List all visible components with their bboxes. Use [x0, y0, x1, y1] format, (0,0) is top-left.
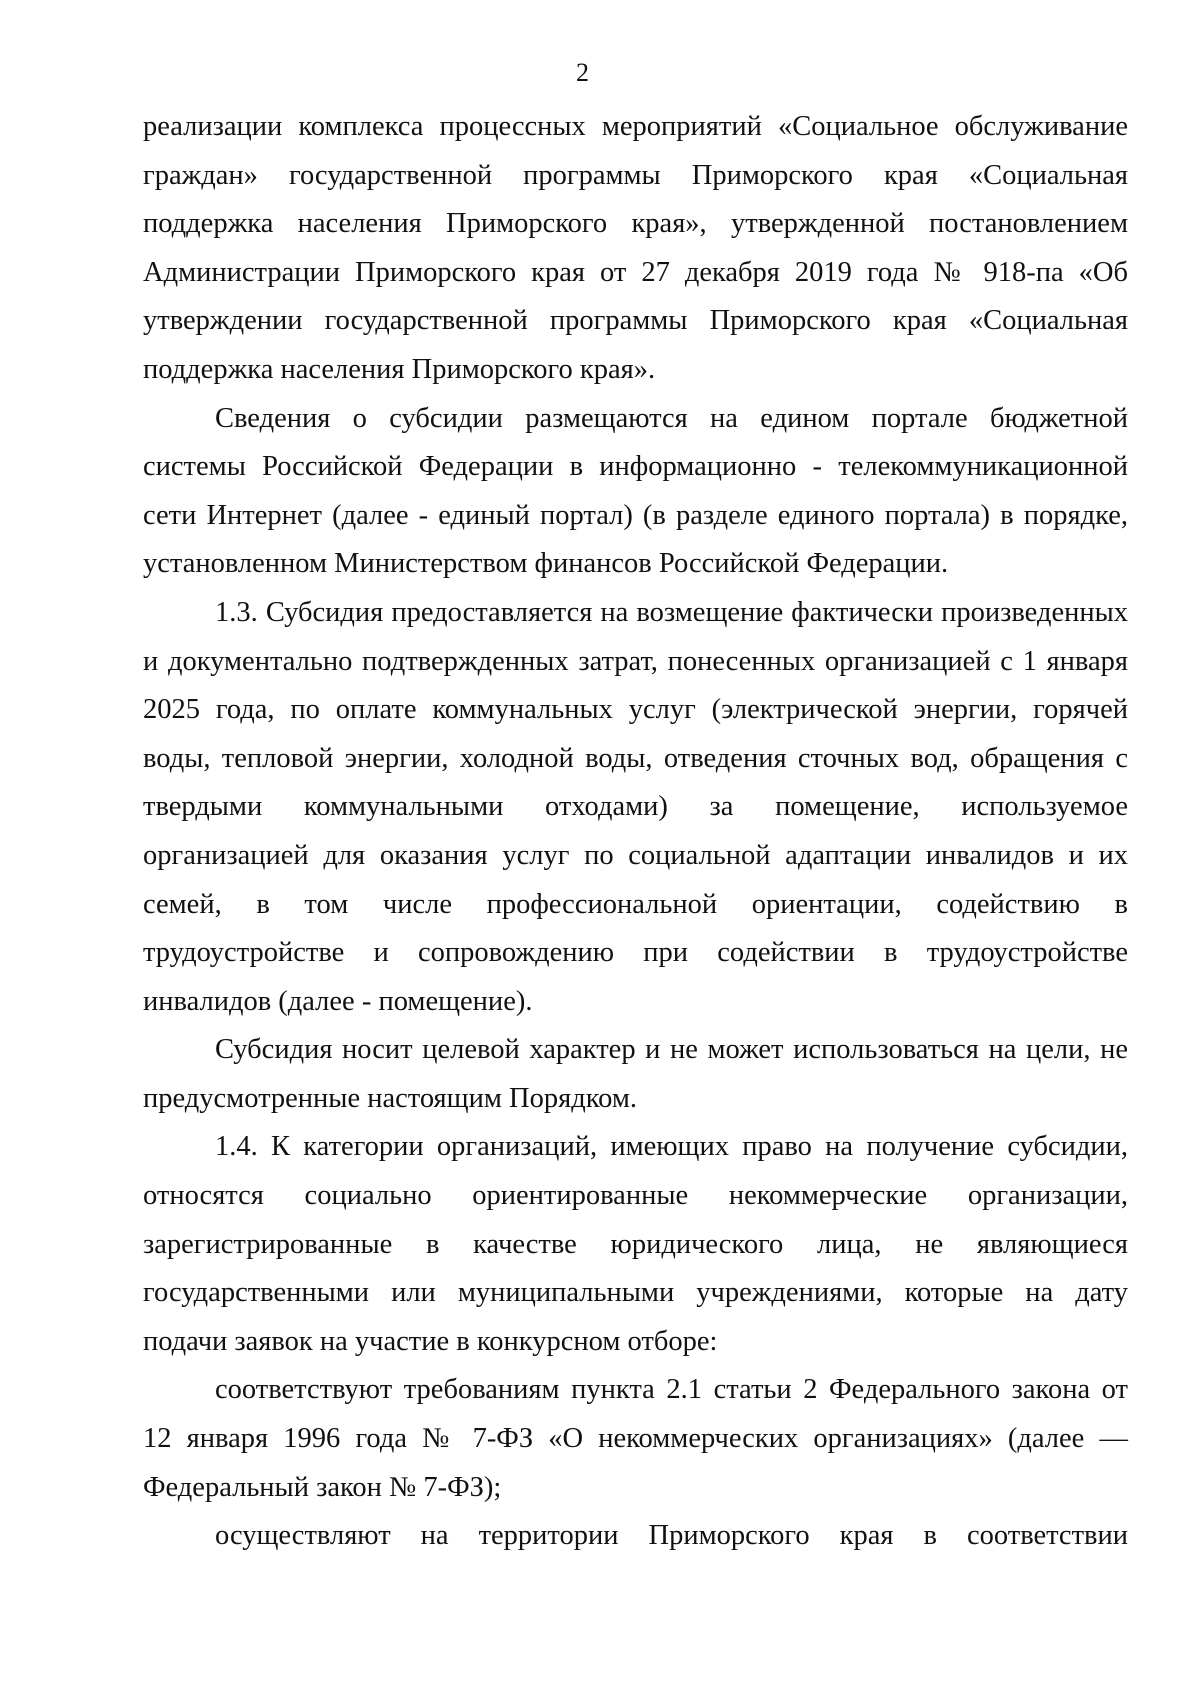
paragraph-section-1-4: 1.4. К категории организаций, имеющих право на получение субсидии, относятся социально ориентированные некоммерческие организации, зарегистрированные в качестве юридического лица, не являющиеся государственными или муниципальными учреждениями, которые на дату подачи заявок на участие в конкурсном отборе: [143, 1131, 1128, 1357]
paragraph-subsidy-info: Сведения о субсидии размещаются на едином портале бюджетной системы Российской Федерации в информационно - телекоммуникационной сети Интернет (далее - единый портал) (в разделе единого портала) в порядке, установленном Министерством финансов Российской Федерации. [143, 402, 1128, 580]
paragraph-continuation: реализации комплекса процессных мероприятий «Социальное обслуживание граждан» государственной программы Приморского края «Социальная поддержка населения Приморского края», утвержденной постановлением Администрации Приморского края от 27 декабря 2019 года № 918-па «Об утверждении государственной программы Приморского края «Социальная поддержка населения Приморского края». [143, 111, 1128, 385]
paragraph-subsidy-purpose: Субсидия носит целевой характер и не может использоваться на цели, не предусмотренные настоящим Порядком. [143, 1034, 1128, 1114]
page-number: 2 [576, 58, 589, 87]
document-body [143, 103, 1128, 1561]
paragraph-activities: осуществляют на территории Приморского края в соответствии [215, 1520, 1128, 1552]
paragraph-requirements: соответствуют требованиям пункта 2.1 статьи 2 Федерального закона от 12 января 1996 года № 7-ФЗ «О некоммерческих организациях» (далее — Федеральный закон № 7-ФЗ); [143, 1374, 1128, 1503]
paragraph-section-1-3: 1.3. Субсидия предоставляется на возмещение фактически произведенных и документально подтвержденных затрат, понесенных организацией с 1 января 2025 года, по оплате коммунальных услуг (электрической энергии, горячей воды, тепловой энергии, холодной воды, отведения сточных вод, обращения с твердыми коммунальными отходами) за помещение, используемое организацией для оказания услуг по социальной адаптации инвалидов и их семей, в том числе профессиональной ориентации, содействию в трудоустройстве и сопровождению при содействии в трудоустройстве инвалидов (далее - помещение). [143, 596, 1128, 1017]
